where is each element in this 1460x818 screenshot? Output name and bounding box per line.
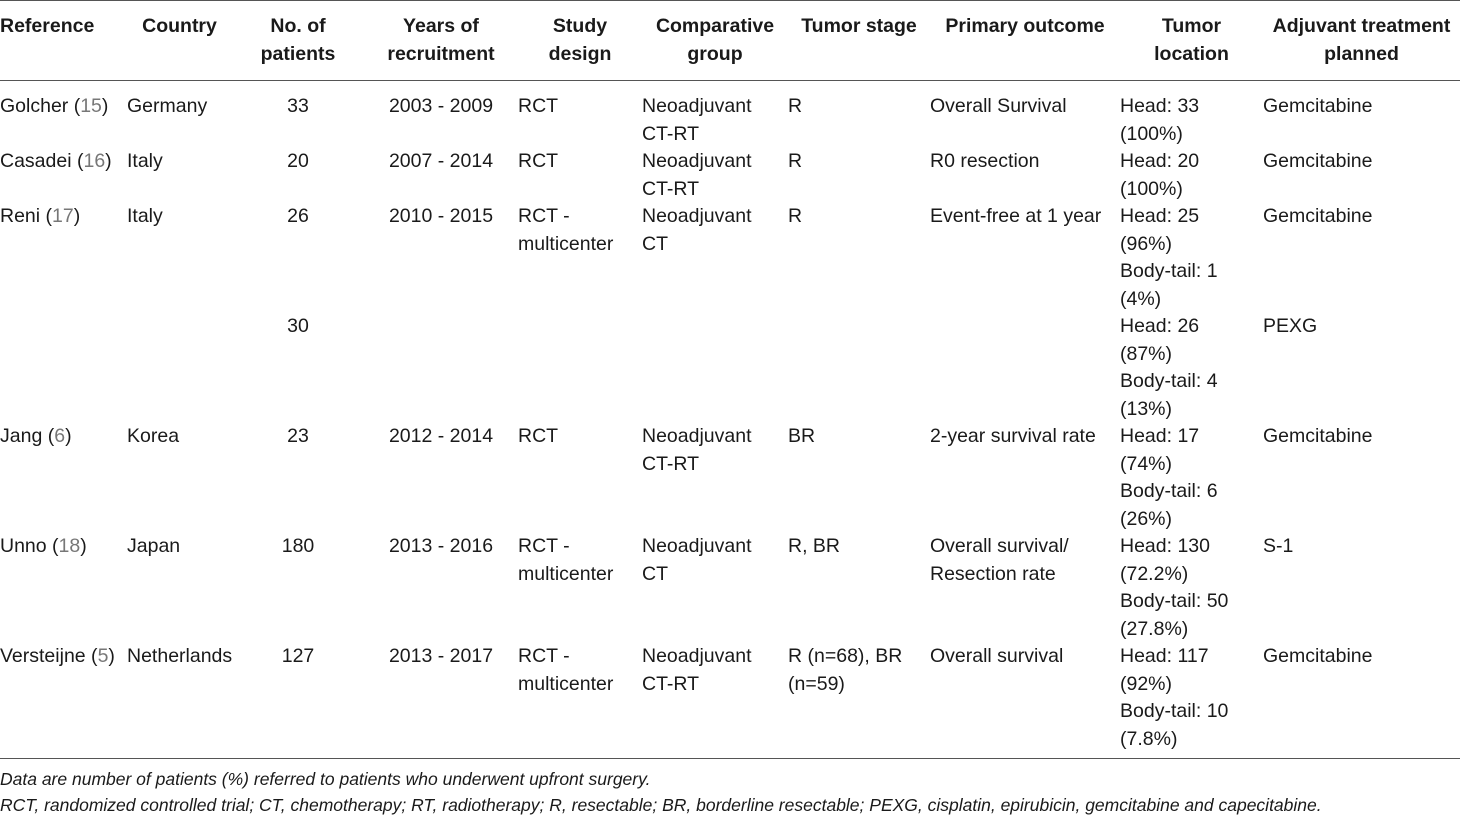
cell-location: Head: 130 (72.2%) Body-tail: 50 (27.8%) [1120, 535, 1229, 640]
cell-location: Head: 117 (92%) Body-tail: 10 (7.8%) [1120, 645, 1229, 750]
footnote-2: RCT, randomized controlled trial; CT, chemotherapy; RT, radiotherapy; R, resectable; BR, borderline resectable; PEXG, cisplatin, epirubicin, gemcitabine and capecitabine. [0, 795, 1322, 815]
cell-reference [0, 148, 127, 203]
cell-stage: R [788, 150, 803, 172]
cell-adjuvant: Gemcitabine [1263, 205, 1373, 227]
cell-location: Head: 17 (74%) Body-tail: 6 (26%) [1120, 425, 1218, 530]
table-row [0, 313, 1460, 423]
cell-reference [0, 643, 127, 753]
table-footnotes [0, 766, 1460, 818]
cell-comparative: Neoadjuvant CT [642, 535, 752, 585]
reference-open: ( [85, 645, 98, 667]
reference-link[interactable]: 15 [80, 95, 102, 117]
header-row [0, 1, 1460, 81]
cell-design: RCT [518, 150, 559, 172]
cell-years: 2012 - 2014 [388, 425, 494, 447]
cell-adjuvant: Gemcitabine [1263, 645, 1373, 667]
cell-adjuvant: Gemcitabine [1263, 150, 1373, 172]
cell-adjuvant: PEXG [1263, 315, 1318, 337]
table-row [0, 81, 1460, 149]
reference-name: Golcher [0, 95, 69, 117]
cell-adjuvant: Gemcitabine [1263, 425, 1373, 447]
header-location: Tumor location [1120, 1, 1263, 81]
cell-patients: 23 [287, 425, 309, 447]
cell-design: RCT [518, 425, 559, 447]
table-row [0, 533, 1460, 643]
header-reference: Reference [0, 1, 127, 81]
reference-close: ) [108, 645, 115, 667]
cell-location: Head: 25 (96%) Body-tail: 1 (4%) [1120, 205, 1218, 310]
cell-country: Italy [127, 205, 163, 227]
cell-country: Japan [127, 535, 181, 557]
cell-patients: 33 [287, 95, 309, 117]
table-body [0, 81, 1460, 754]
cell-design: RCT - multicenter [518, 205, 614, 255]
reference-link[interactable]: 6 [54, 425, 66, 447]
cell-comparative [642, 313, 788, 423]
cell-stage: R [788, 205, 803, 227]
cell-patients: 180 [281, 535, 315, 557]
cell-reference [0, 81, 127, 149]
cell-comparative: Neoadjuvant CT-RT [642, 95, 752, 145]
cell-outcome [930, 313, 1120, 423]
cell-comparative: Neoadjuvant CT-RT [642, 645, 752, 695]
cell-reference [0, 423, 127, 533]
header-years: Years of recruitment [364, 1, 518, 81]
header-design: Study design [518, 1, 642, 81]
cell-country: Italy [127, 150, 163, 172]
cell-patients: 127 [281, 645, 315, 667]
cell-years: 2007 - 2014 [388, 150, 494, 172]
cell-years: 2003 - 2009 [388, 95, 494, 117]
header-outcome: Primary outcome [930, 1, 1120, 81]
reference-open: ( [42, 425, 55, 447]
cell-design: RCT - multicenter [518, 535, 614, 585]
header-comparative: Comparative group [642, 1, 788, 81]
cell-comparative: Neoadjuvant CT-RT [642, 425, 752, 475]
cell-location: Head: 33 (100%) [1120, 95, 1200, 145]
cell-patients: 30 [287, 315, 309, 337]
reference-close: ) [65, 425, 72, 447]
cell-stage: BR [788, 425, 816, 447]
cell-country [127, 313, 232, 423]
reference-name: Unno [0, 535, 47, 557]
cell-years: 2010 - 2015 [388, 205, 494, 227]
cell-outcome: Overall survival/ Resection rate [930, 535, 1069, 585]
bottom-rule [0, 758, 1460, 759]
cell-comparative: Neoadjuvant CT [642, 205, 752, 255]
reference-open: ( [71, 150, 84, 172]
reference-name: Casadei [0, 150, 72, 172]
reference-link[interactable]: 5 [97, 645, 109, 667]
cell-design: RCT [518, 95, 559, 117]
reference-name: Jang [0, 425, 43, 447]
cell-reference [0, 533, 127, 643]
cell-reference [0, 203, 127, 313]
reference-close: ) [101, 95, 109, 117]
reference-link[interactable]: 16 [83, 150, 106, 172]
cell-design [518, 313, 642, 423]
cell-stage: R (n=68), BR (n=59) [788, 645, 903, 695]
cell-outcome: Overall Survival [930, 95, 1067, 117]
cell-outcome: 2-year survival rate [930, 425, 1096, 447]
cell-location: Head: 20 (100%) [1120, 150, 1200, 200]
cell-outcome: R0 resection [930, 150, 1040, 172]
cell-stage [788, 313, 930, 423]
cell-location: Head: 26 (87%) Body-tail: 4 (13%) [1120, 315, 1218, 420]
header-adjuvant: Adjuvant treatment planned [1263, 1, 1460, 81]
cell-design: RCT - multicenter [518, 645, 614, 695]
cell-years: 2013 - 2017 [388, 645, 494, 667]
cell-years [364, 313, 518, 423]
table-row [0, 423, 1460, 533]
reference-open: ( [40, 205, 53, 227]
cell-stage: R [788, 95, 803, 117]
header-patients: No. of patients [232, 1, 364, 81]
reference-name: Reni [0, 205, 41, 227]
cell-patients: 26 [287, 205, 309, 227]
footnote-1: Data are number of patients (%) referred to patients who underwent upfront surgery. [0, 769, 651, 789]
reference-open: ( [68, 95, 81, 117]
reference-close: ) [105, 150, 112, 172]
cell-stage: R, BR [788, 535, 841, 557]
reference-open: ( [46, 535, 59, 557]
cell-reference [0, 313, 127, 423]
cell-outcome: Overall survival [930, 645, 1064, 667]
cell-country: Netherlands [127, 645, 233, 667]
table-header [0, 1, 1460, 81]
header-stage: Tumor stage [788, 1, 930, 81]
cell-years: 2013 - 2016 [388, 535, 494, 557]
cell-country: Germany [127, 95, 208, 117]
reference-name: Versteijne [0, 645, 86, 667]
table-row [0, 148, 1460, 203]
reference-close: ) [80, 535, 87, 557]
table-row [0, 203, 1460, 313]
reference-link[interactable]: 17 [52, 205, 74, 227]
cell-patients: 20 [287, 150, 309, 172]
header-country: Country [127, 1, 232, 81]
table-row [0, 643, 1460, 753]
cell-country: Korea [127, 425, 180, 447]
cell-adjuvant: Gemcitabine [1263, 95, 1373, 117]
cell-adjuvant: S-1 [1263, 535, 1294, 557]
cell-outcome: Event-free at 1 year [930, 205, 1102, 227]
reference-link[interactable]: 18 [58, 535, 81, 557]
reference-close: ) [73, 205, 81, 227]
cell-comparative: Neoadjuvant CT-RT [642, 150, 752, 200]
